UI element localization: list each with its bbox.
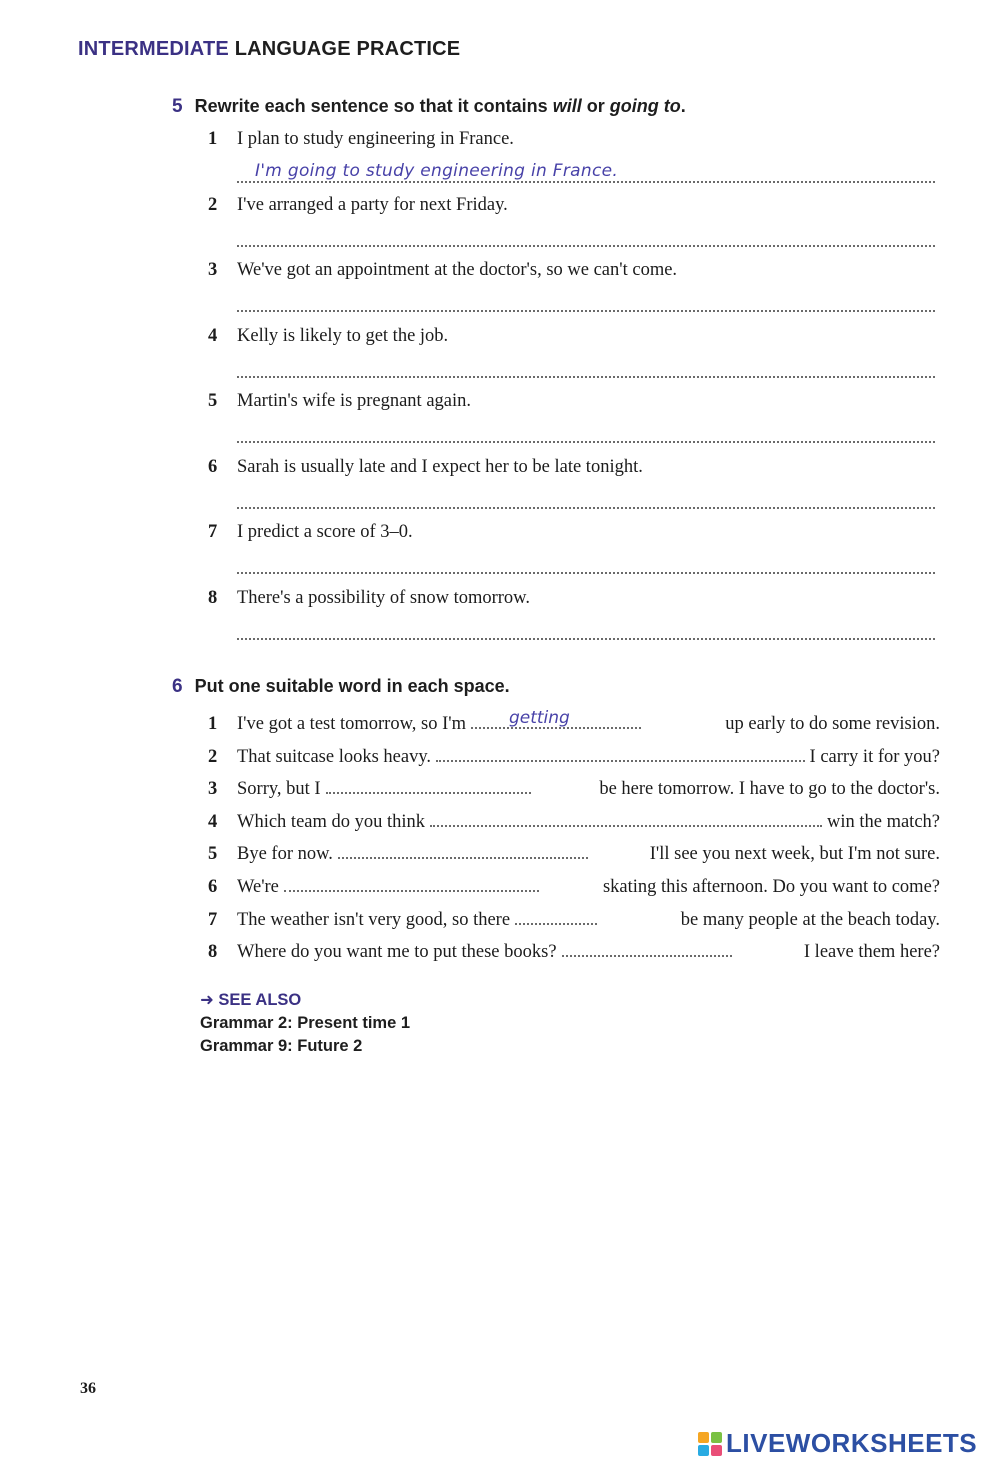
ref-label: Grammar 2:	[200, 1014, 293, 1032]
gap-blank[interactable]	[515, 903, 597, 925]
gap-input[interactable]	[338, 835, 588, 857]
item-sentence: I predict a score of 3–0.	[237, 522, 413, 542]
item-number: 2	[208, 194, 218, 215]
exercise-6-item-7	[208, 903, 940, 931]
gap-input[interactable]	[515, 901, 597, 923]
answer-line-1	[237, 159, 935, 183]
item-sentence: I've arranged a party for next Friday.	[237, 194, 508, 215]
exercise-6-item-4	[208, 805, 940, 833]
exercise-6-item-1	[208, 707, 940, 735]
item-sentence: There's a possibility of snow tomorrow.	[237, 587, 530, 608]
answer-input[interactable]	[237, 290, 935, 312]
item-number: 1	[208, 129, 218, 149]
exercise-6-item-8	[208, 935, 940, 963]
gap-blank[interactable]	[562, 935, 732, 957]
gap-blank	[471, 707, 641, 729]
item-sentence: We've got an appointment at the doctor's, so we can't come.	[237, 260, 678, 280]
exercise-number: 6	[172, 676, 183, 697]
text-after-gap: I carry it for you?	[809, 746, 940, 767]
item-sentence: Sarah is usually late and I expect her to be late tonight.	[237, 456, 643, 477]
exercise-6-item-6	[208, 870, 940, 898]
header-intermediate: INTERMEDIATE	[78, 38, 229, 60]
instruction-text: Rewrite each sentence so that it contains	[194, 96, 553, 116]
text-after-gap: be here tomorrow. I have to go to the doctor's.	[599, 779, 940, 800]
item-number: 4	[208, 811, 218, 832]
page-number: 36	[80, 1380, 96, 1397]
answer-input[interactable]	[237, 356, 935, 378]
exercise-5-item-2	[208, 195, 508, 216]
answer-input[interactable]	[237, 487, 935, 509]
text-before-gap: Where do you want me to put these books?	[237, 942, 557, 963]
text-after-gap: be many people at the beach today.	[680, 909, 940, 930]
answer-input[interactable]	[237, 618, 935, 640]
text-before-gap: Bye for now.	[237, 844, 333, 865]
liveworksheets-brand	[698, 1428, 977, 1459]
answer-line-3[interactable]	[237, 290, 935, 312]
exercise-number: 5	[172, 96, 183, 117]
gap-input[interactable]	[436, 738, 805, 760]
answer-line-2[interactable]	[237, 225, 935, 247]
exercise-6-item-2	[208, 740, 940, 768]
text-after-gap: skating this afternoon. Do you want to come?	[602, 877, 940, 897]
item-number: 7	[208, 909, 218, 930]
text-before-gap: I've got a test tomorrow, so I'm	[237, 714, 466, 734]
gap-blank[interactable]	[430, 805, 822, 827]
see-also-ref-2[interactable]	[200, 1037, 362, 1056]
filled-answer: I'm going to study engineering in France.	[255, 161, 619, 181]
answer-line-8[interactable]	[237, 618, 935, 640]
item-number: 2	[208, 746, 218, 767]
exercise-5-item-6	[208, 457, 643, 478]
exercise-6-item-5	[208, 837, 940, 865]
gap-input[interactable]	[326, 770, 531, 792]
ref-label: Grammar 9:	[200, 1037, 293, 1055]
text-after-gap: up early to do some revision.	[725, 714, 940, 734]
exercise-5-item-8	[208, 588, 530, 609]
item-number: 5	[208, 391, 218, 411]
item-sentence: I plan to study engineering in France.	[237, 129, 514, 149]
text-before-gap: Sorry, but I	[237, 779, 321, 800]
gap-blank[interactable]	[436, 740, 805, 762]
item-number: 6	[208, 877, 218, 897]
item-number: 8	[208, 942, 218, 963]
answer-input[interactable]	[237, 421, 935, 443]
text-before-gap: We're	[237, 877, 279, 897]
page-header	[78, 38, 460, 61]
gap-blank[interactable]	[326, 772, 531, 794]
item-number: 1	[208, 714, 218, 734]
answer-line-4[interactable]	[237, 356, 935, 378]
ref-title: Present time 1	[297, 1014, 411, 1032]
exercise-5-item-1	[208, 129, 514, 150]
text-after-gap: I leave them here?	[803, 942, 940, 963]
item-number: 4	[208, 325, 218, 346]
gap-blank[interactable]	[284, 870, 539, 892]
item-number: 7	[208, 522, 218, 542]
item-number: 8	[208, 587, 218, 608]
exercise-6-title	[172, 676, 510, 698]
answer-input[interactable]	[237, 225, 935, 247]
exercise-5-item-3	[208, 260, 677, 281]
instruction-or: or	[581, 96, 610, 116]
exercise-6-item-3	[208, 772, 940, 800]
item-sentence: Kelly is likely to get the job.	[237, 325, 449, 346]
see-also-heading: ➜ SEE ALSO	[200, 991, 302, 1009]
exercise-5-title	[172, 96, 686, 118]
item-number: 3	[208, 779, 218, 800]
ref-title: Future 2	[297, 1037, 363, 1055]
instruction-will: will	[552, 96, 582, 116]
exercise-5-item-7	[208, 522, 413, 543]
text-before-gap: The weather isn't very good, so there	[237, 909, 511, 930]
see-also-ref-1[interactable]	[200, 1014, 410, 1033]
exercise-5-item-5	[208, 391, 471, 412]
gap-input[interactable]	[284, 868, 539, 890]
instruction-going-to: going to	[609, 96, 681, 116]
item-number: 6	[208, 456, 218, 477]
gap-blank[interactable]	[338, 837, 588, 859]
instruction-end: .	[680, 96, 686, 116]
text-before-gap: Which team do you think	[237, 811, 426, 832]
gap-input[interactable]	[562, 933, 732, 955]
answer-line-7[interactable]	[237, 552, 935, 574]
filled-answer: getting	[508, 708, 570, 728]
answer-input[interactable]	[237, 552, 935, 574]
brand-name: LIVEWORKSHEETS	[726, 1428, 978, 1458]
answer-line-5[interactable]	[237, 421, 935, 443]
answer-line-6[interactable]	[237, 487, 935, 509]
text-after-gap: I'll see you next week, but I'm not sure.	[649, 844, 940, 865]
text-after-gap: win the match?	[826, 811, 940, 832]
exercise-5-item-4	[208, 326, 448, 347]
text-before-gap: That suitcase looks heavy.	[237, 746, 432, 767]
item-sentence: Martin's wife is pregnant again.	[237, 391, 472, 411]
item-number: 5	[208, 844, 218, 865]
gap-input[interactable]	[430, 803, 822, 825]
item-number: 3	[208, 260, 218, 280]
liveworksheets-logo-icon	[698, 1432, 722, 1456]
instruction-text: Put one suitable word in each space.	[194, 676, 510, 696]
header-language-practice: LANGUAGE PRACTICE	[234, 38, 461, 60]
